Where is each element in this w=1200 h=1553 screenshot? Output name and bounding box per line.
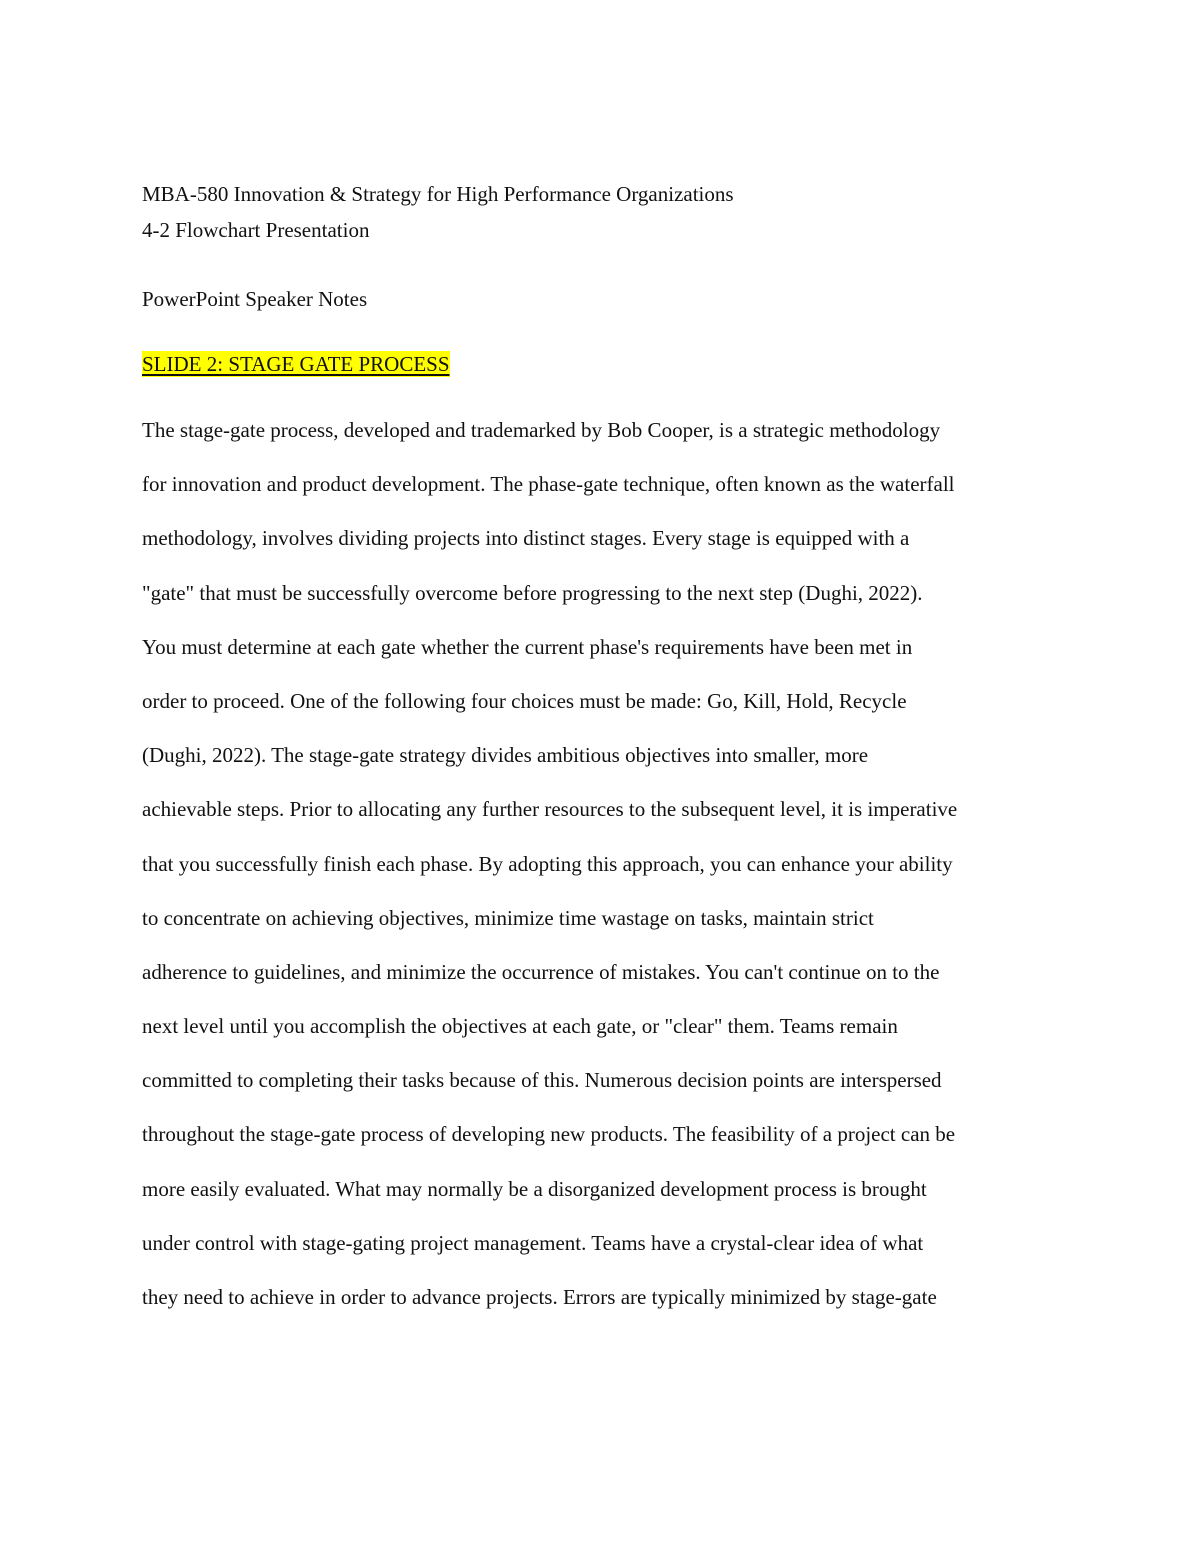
document-subtitle: PowerPoint Speaker Notes [142,287,368,311]
body-line: methodology, involves dividing projects into distinct stages. Every stage is equipped with a [142,526,910,551]
body-line: next level until you accomplish the objectives at each gate, or "clear" them. Teams remain [142,1014,898,1039]
body-line: throughout the stage-gate process of developing new products. The feasibility of a project can be [142,1122,956,1147]
body-line: The stage-gate process, developed and trademarked by Bob Cooper, is a strategic methodology [142,418,941,442]
body-line: under control with stage-gating project management. Teams have a crystal-clear idea of what [142,1230,924,1255]
document-content [142,176,1060,1337]
body-line: achievable steps. Prior to allocating any further resources to the subsequent level, it is imperative [142,797,958,822]
course-title: MBA-580 Innovation & Strategy for High Performance Organizations [142,182,734,206]
body-line: to concentrate on achieving objectives, minimize time wastage on tasks, maintain strict [142,905,874,930]
body-line: "gate" that must be successfully overcome before progressing to the next step (Dughi, 2022). [142,580,923,605]
body-line: they need to achieve in order to advance projects. Errors are typically minimized by stage-gate [142,1285,937,1309]
assignment-title: 4-2 Flowchart Presentation [142,218,370,242]
body-line: You must determine at each gate whether the current phase's requirements have been met in [142,634,913,659]
body-line: for innovation and product development. The phase-gate technique, often known as the waterfall [142,472,955,497]
slide-heading: SLIDE 2: STAGE GATE PROCESS [142,352,450,376]
body-line: order to proceed. One of the following four choices must be made: Go, Kill, Hold, Recycle [142,688,907,713]
body-line: adherence to guidelines, and minimize the occurrence of mistakes. You can't continue on to the [142,959,940,984]
body-line: that you successfully finish each phase. By adopting this approach, you can enhance your ability [142,851,953,876]
body-line: more easily evaluated. What may normally be a disorganized development process is brought [142,1176,927,1201]
body-line: committed to completing their tasks because of this. Numerous decision points are interspersed [142,1068,942,1093]
body-paragraph [142,416,1060,1337]
body-line: (Dughi, 2022). The stage-gate strategy divides ambitious objectives into smaller, more [142,743,869,768]
